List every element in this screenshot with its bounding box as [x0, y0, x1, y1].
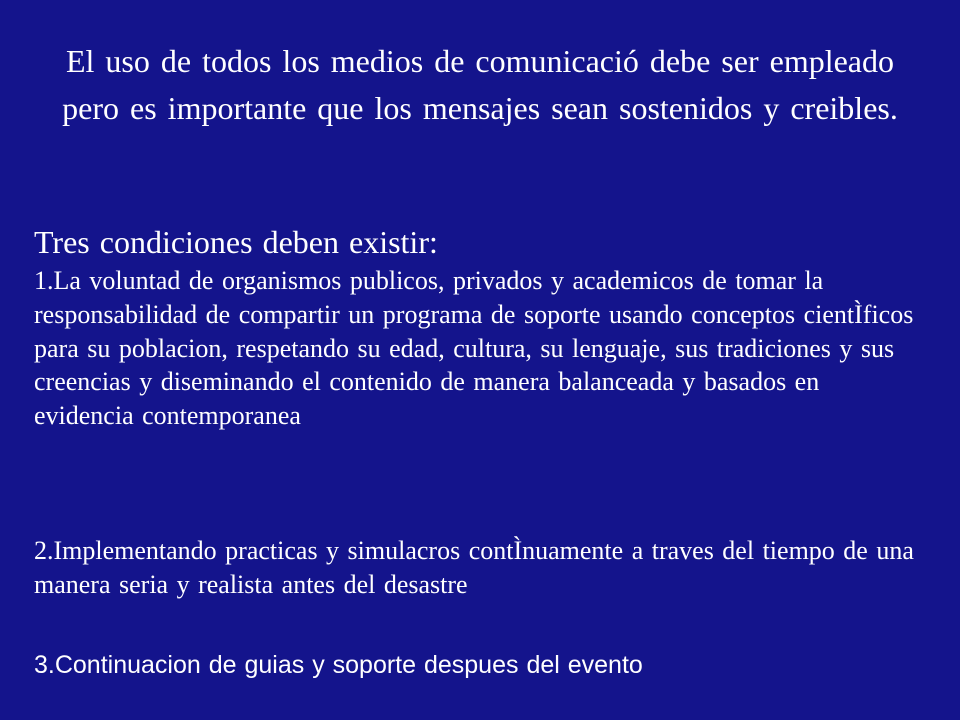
condition-item-2: 2.Implementando practicas y simulacros contÌnuamente a traves del tiempo de una manera seria y realista antes del desastre: [34, 536, 914, 599]
intro-paragraph: El uso de todos los medios de comunicació debe ser empleado pero es importante que los mensajes sean sostenidos y creibles.: [62, 43, 898, 126]
condition-item-1: 1.La voluntad de organismos publicos, privados y academicos de tomar la responsabilidad de compartir un programa de soporte usando conceptos cientÌficos para su poblacion, respetando su edad, cultura, su lenguaje, sus tradiciones y sus creencias y diseminando el contenido de manera balanceada y basados en evidencia contemporanea: [34, 266, 914, 431]
conditions-heading: Tres condiciones deben existir:: [34, 224, 438, 260]
condition-item-3: 3.Continuacion de guias y soporte despues del evento: [34, 651, 643, 679]
